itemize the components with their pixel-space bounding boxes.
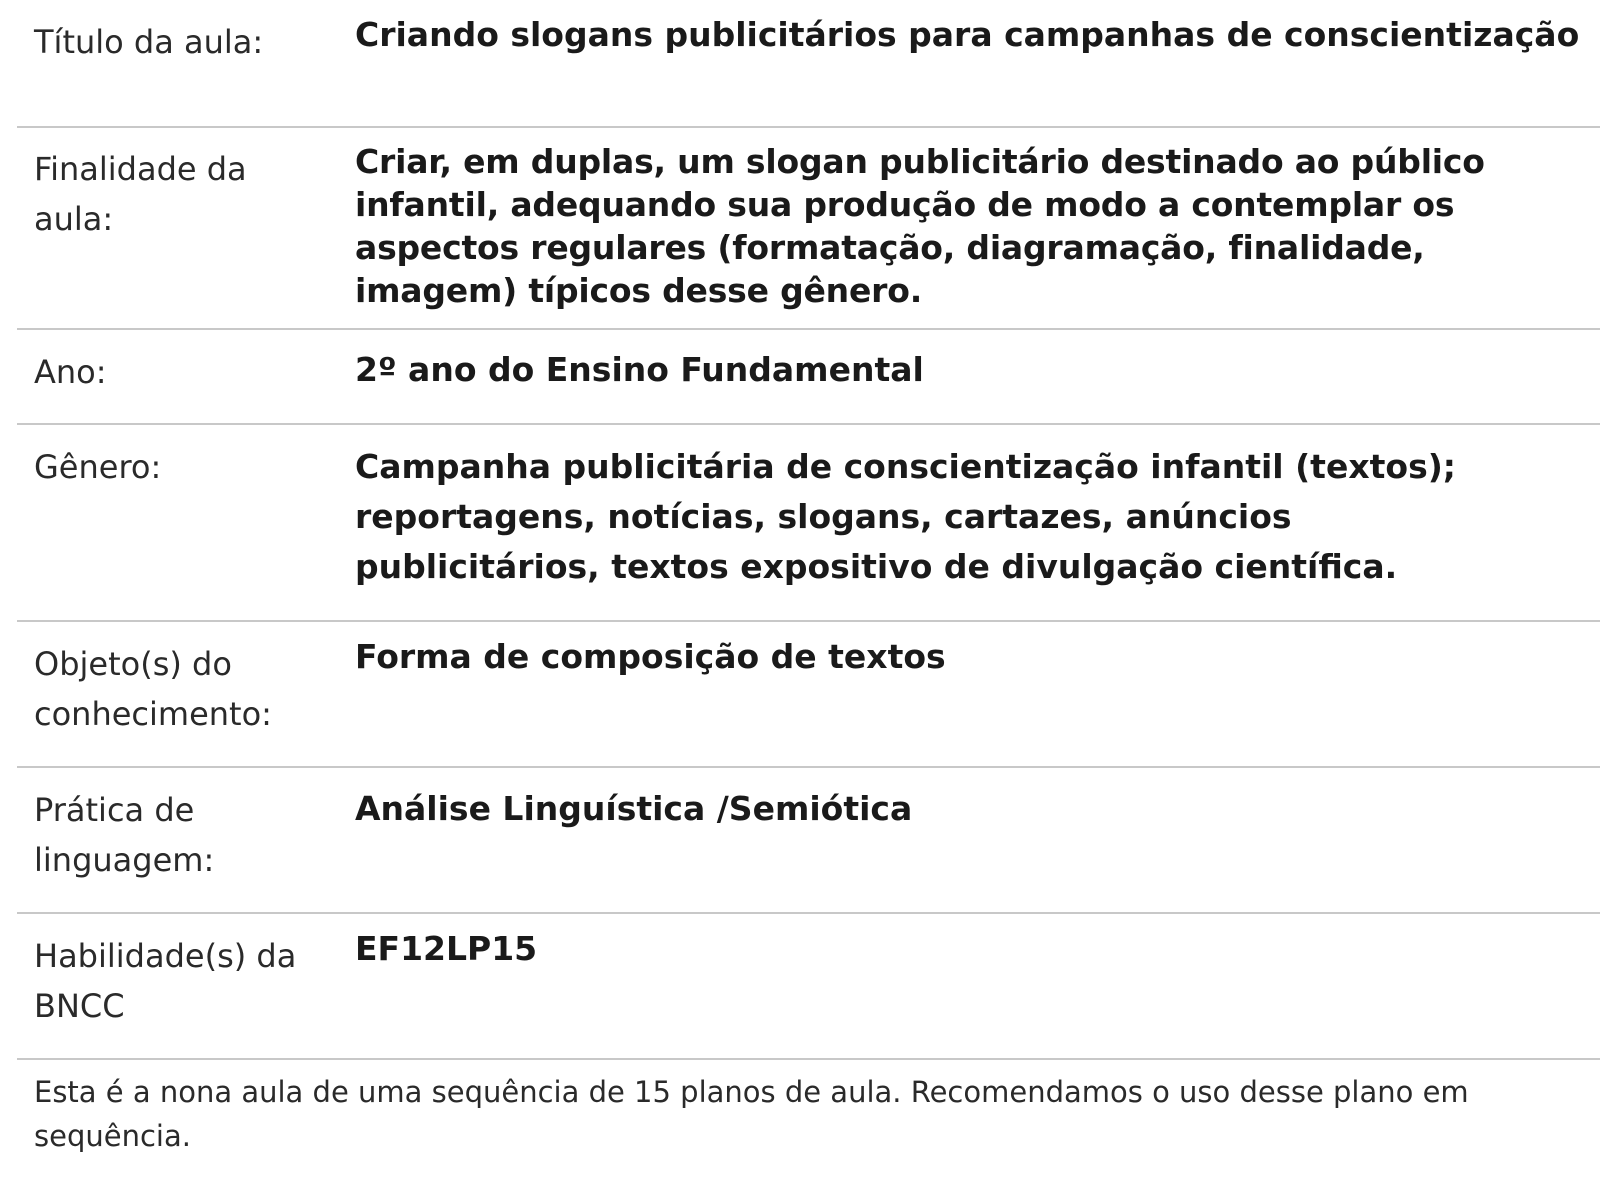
row-value: Criando slogans publicitários para campanhas de conscientização <box>355 15 1580 54</box>
lesson-info-table <box>17 0 1600 1060</box>
row-value: Criar, em duplas, um slogan publicitário destinado ao público infantil, adequando sua produção de modo a contemplar os aspectos regulares (formatação, diagramação, finalidade, imagem) típicos desse gênero. <box>355 142 1485 310</box>
row-value: EF12LP15 <box>355 929 538 968</box>
row-genero <box>17 425 1600 622</box>
row-finalidade <box>17 128 1600 330</box>
row-label: Habilidade(s) da BNCC <box>34 937 297 1025</box>
row-value: Forma de composição de textos <box>355 637 946 676</box>
row-label: Gênero: <box>34 448 162 486</box>
row-value: 2º ano do Ensino Fundamental <box>355 350 924 389</box>
row-ano <box>17 330 1600 425</box>
row-objeto <box>17 622 1600 768</box>
row-label: Ano: <box>34 353 107 391</box>
row-pratica <box>17 768 1600 914</box>
row-label: Prática de linguagem: <box>34 791 215 879</box>
row-label: Título da aula: <box>34 23 264 61</box>
row-label: Finalidade da aula: <box>34 150 247 238</box>
row-value: Análise Linguística /Semiótica <box>355 789 913 828</box>
sequence-note: Esta é a nona aula de uma sequência de 15 planos de aula. Recomendamos o uso desse plano em sequência. <box>34 1075 1469 1153</box>
row-titulo <box>17 0 1600 128</box>
row-value: Campanha publicitária de conscientização infantil (textos); reportagens, notícias, slogans, cartazes, anúncios publicitários, textos expositivo de divulgação científica. <box>355 447 1456 586</box>
row-habilidade <box>17 914 1600 1060</box>
row-label: Objeto(s) do conhecimento: <box>34 645 272 733</box>
